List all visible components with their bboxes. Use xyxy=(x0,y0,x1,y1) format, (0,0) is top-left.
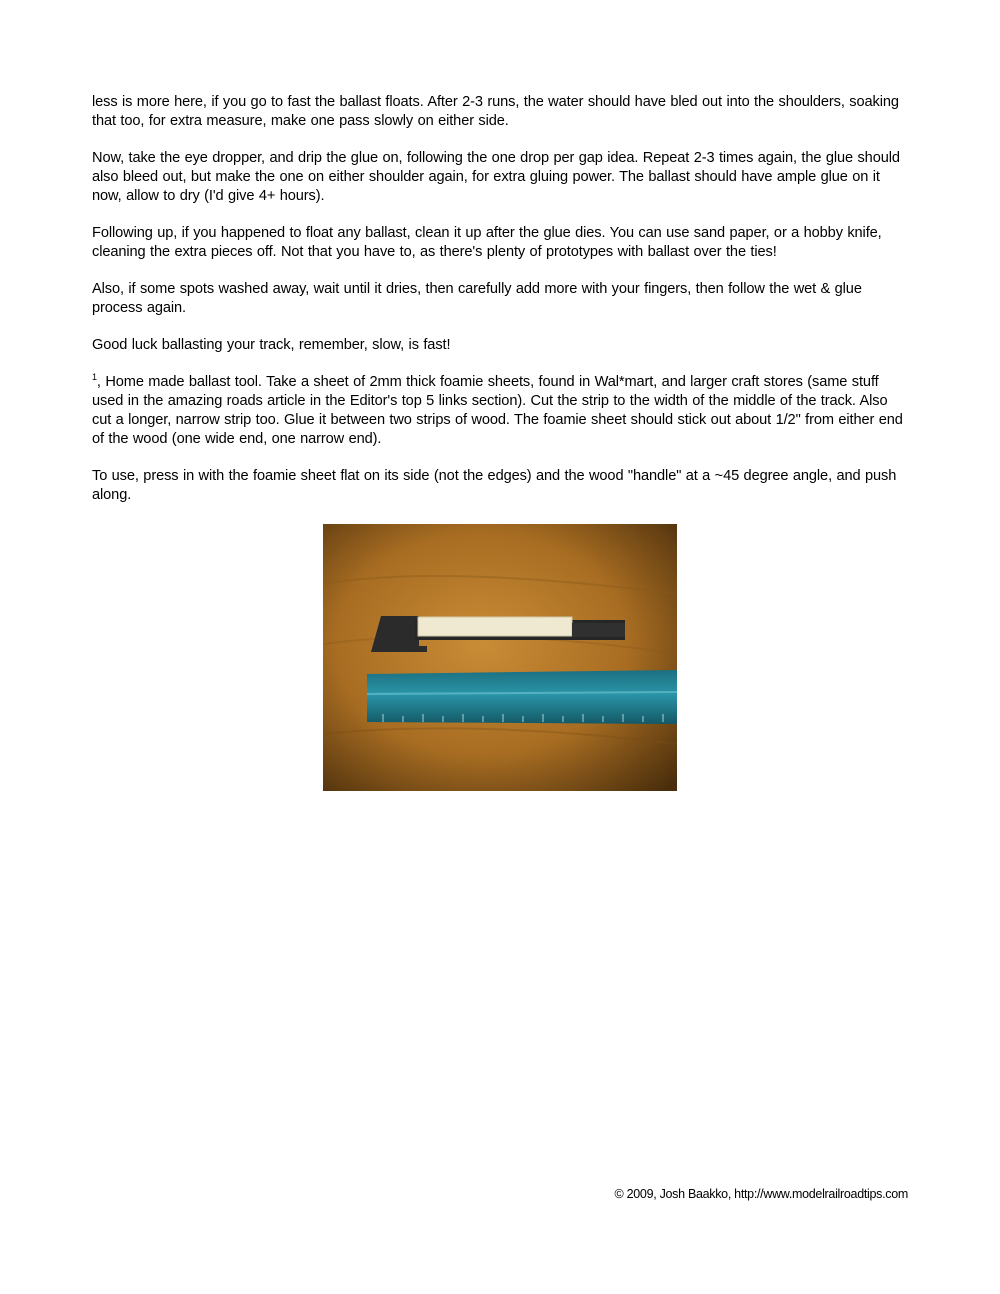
footnote-text: , Home made ballast tool. Take a sheet of 2mm thick foamie sheets, found in Wal*mart, and larger craft stores (same stuff used in the amazing roads article in the Editor's top 5 links section). Cut the strip to the width of the middle of the track. Also cut a longer, narrow strip too. Glue it between two strips of wood. The foamie sheet should stick out about 1/2" from either end of the wood (one wide end, one narrow end). xyxy=(92,374,903,447)
footnote-paragraph xyxy=(92,373,910,449)
paragraph-glue-dropper: Now, take the eye dropper, and drip the glue on, following the one drop per gap idea. Repeat 2-3 times again, the glue should also bleed out, but make the one on either shoulder again, for extra gluing power. The ballast should have ample glue on it now, allow to dry (I'd give 4+ hours). xyxy=(92,150,900,204)
paragraph-usage: To use, press in with the foamie sheet flat on its side (not the edges) and the wood "handle" at a ~45 degree angle, and push along. xyxy=(92,468,897,503)
paragraph-cleanup: Following up, if you happened to float any ballast, clean it up after the glue dies. You can use sand paper, or a hobby knife, cleaning the extra pieces off. Not that you have to, as there's plenty of prototypes with ballast over the ties! xyxy=(92,225,882,260)
ballast-tool-photo xyxy=(323,524,677,791)
ballast-tool-photo-icon xyxy=(323,524,677,791)
footnote-marker: 1 xyxy=(92,372,97,382)
paragraph-good-luck: Good luck ballasting your track, remember, slow, is fast! xyxy=(92,337,451,353)
paragraph-ballast-floats: less is more here, if you go to fast the ballast floats. After 2-3 runs, the water should have bled out into the shoulders, soaking that too, for extra measure, make one pass slowly on either side. xyxy=(92,94,899,129)
copyright-footer: © 2009, Josh Baakko, http://www.modelrailroadtips.com xyxy=(614,1187,908,1201)
document-body xyxy=(92,93,910,513)
paragraph-touchup: Also, if some spots washed away, wait until it dries, then carefully add more with your fingers, then follow the wet & glue process again. xyxy=(92,281,862,316)
